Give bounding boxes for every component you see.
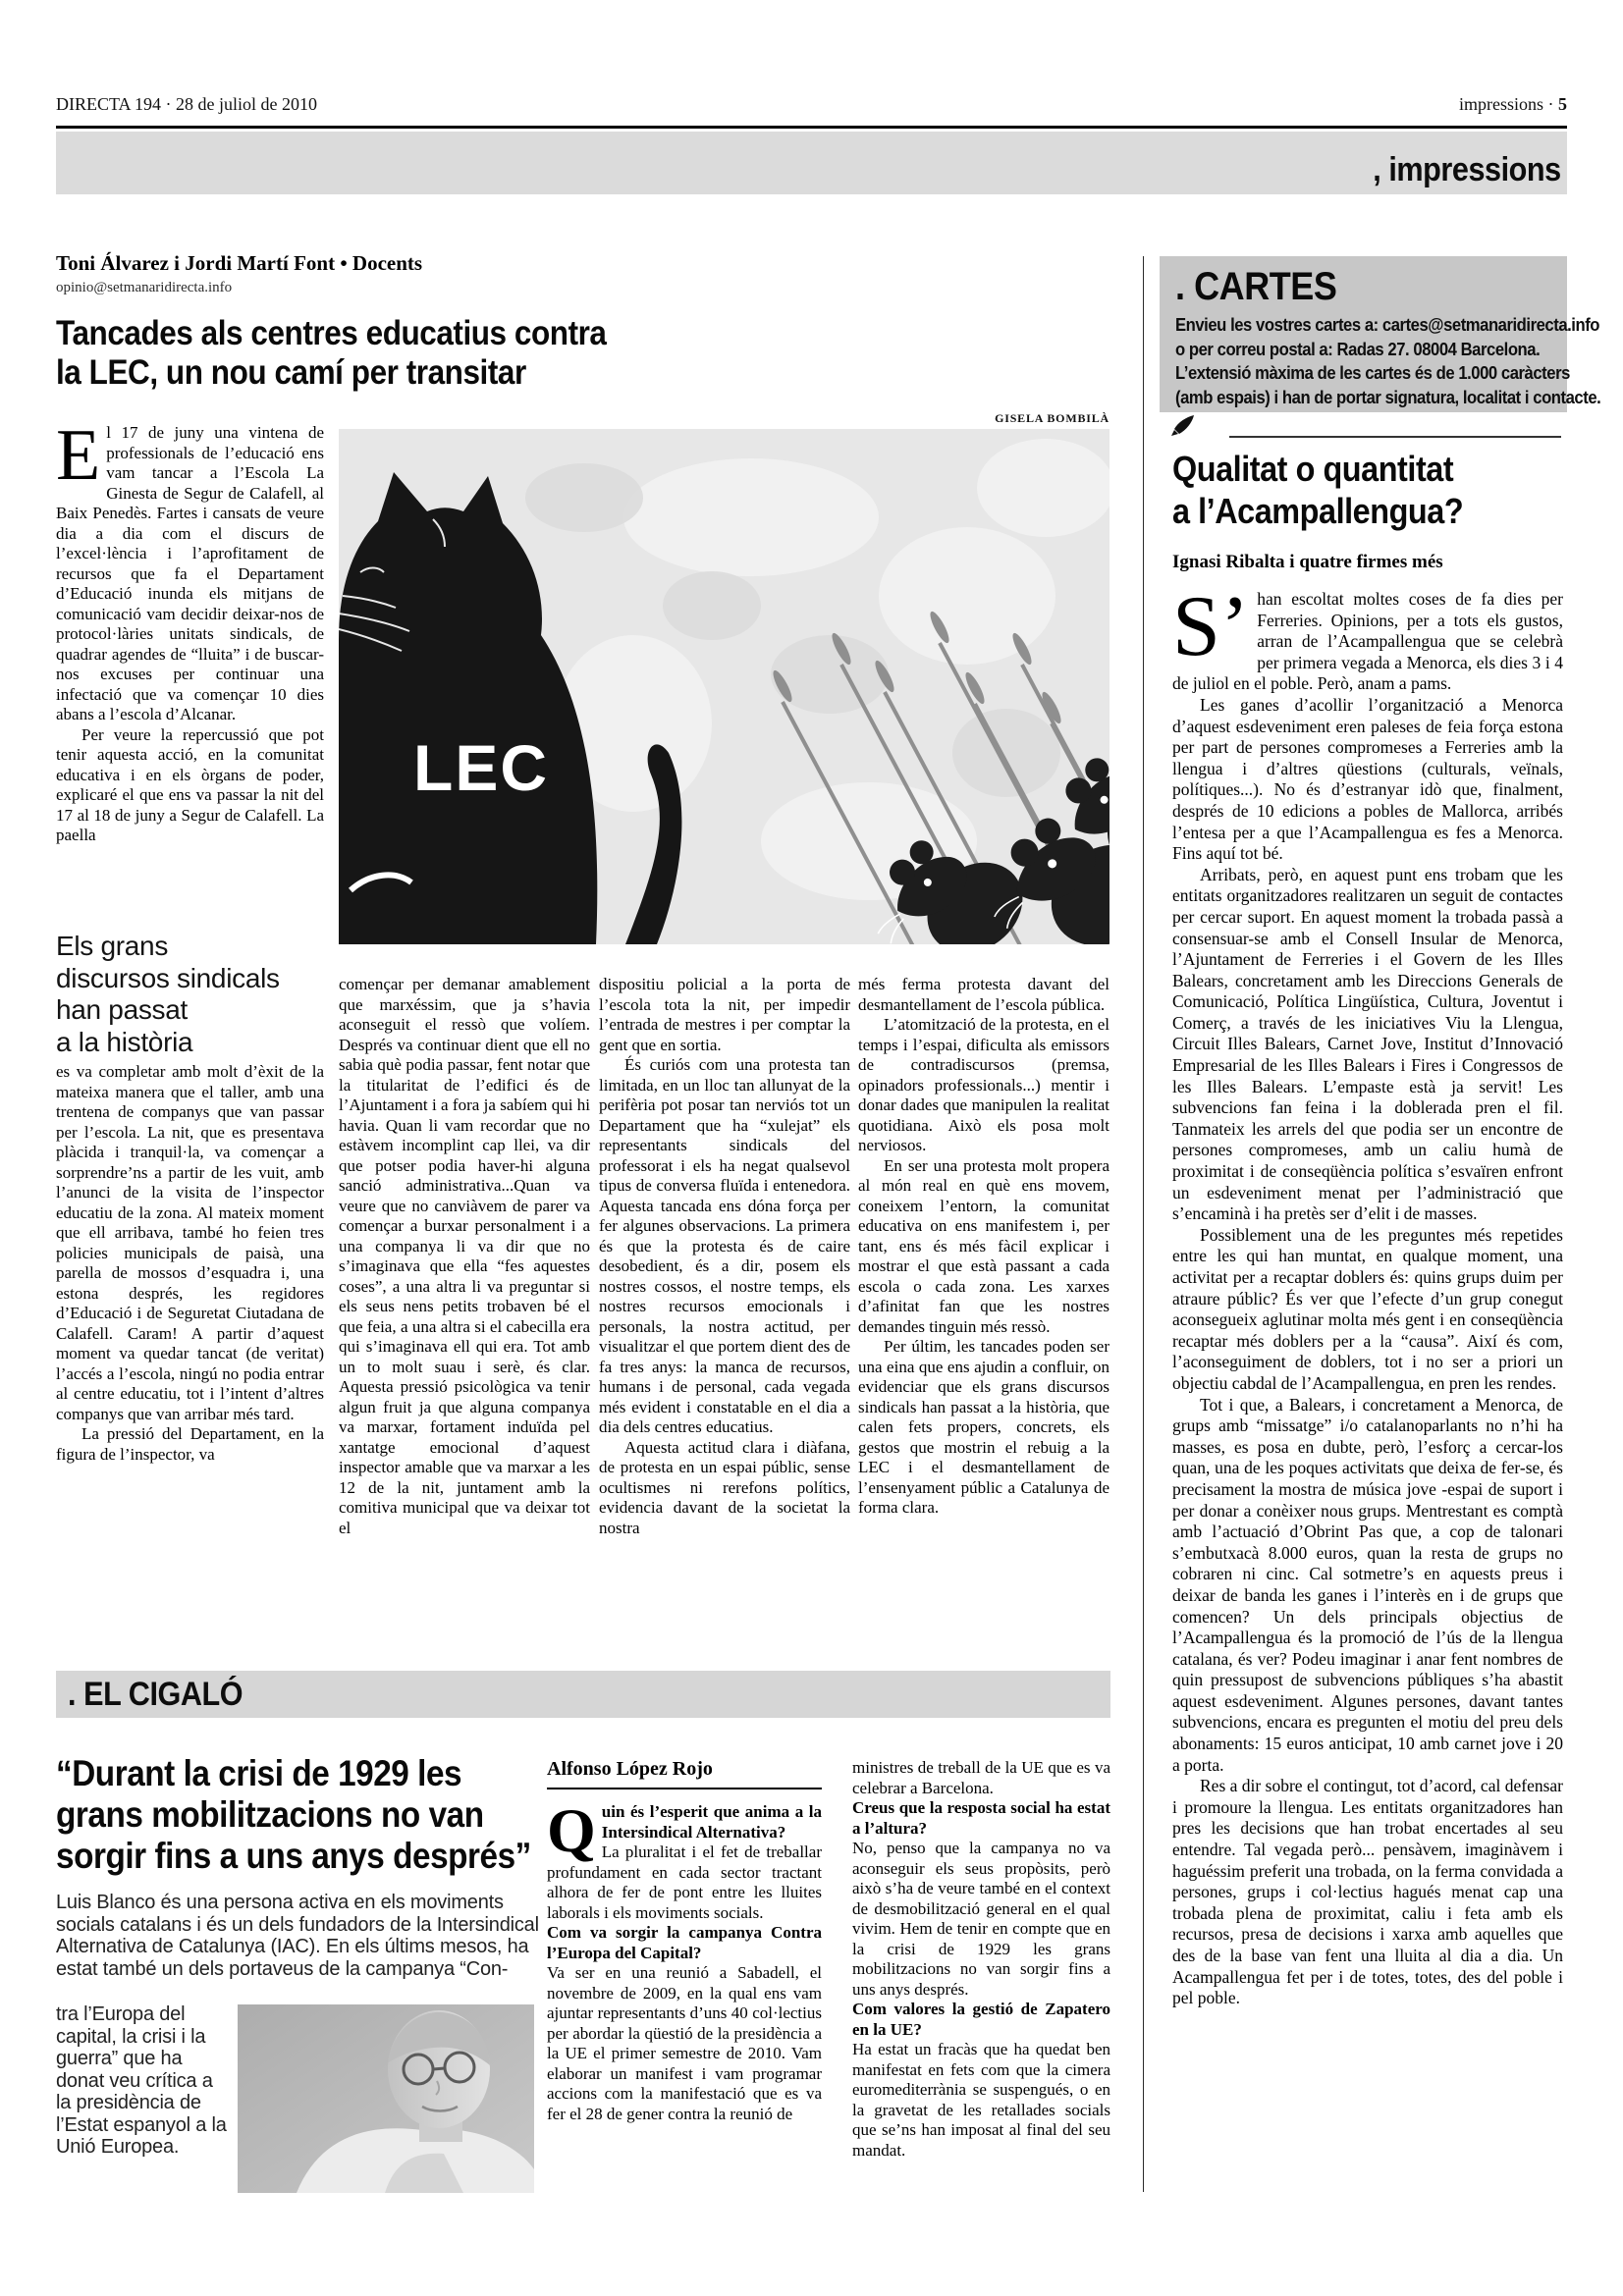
interview-quote-headline: [56, 1753, 584, 1877]
interview-a4: Ha estat un fracàs que ha quedat ben manifestat en fets com que la cimera euromediterrània se suspengués, o en la gravetat de les retallades socials que se’ns han imposat al final del seu mandat.: [852, 2040, 1110, 2160]
section-banner-label: , impressions: [1373, 151, 1561, 188]
quote-line3: sorgir fins a uns anys després”: [56, 1836, 531, 1876]
letter-p4: Possiblement una de les preguntes més repetides entre les qui han muntat, en qualque moment, una activitat per a recaptar doblers és: quins grups duim per atraure públic? És ver que l’efecte d’un grup conegut aconsegueix aglutinar molta més gent i en conseqüència recaptar més doblers per a la “causa”. Així és com, l’aconseguiment de doblers, tot i no ser a priori un objectiu cabdal de l’Acampallengua, en pren les rendes.: [1172, 1224, 1563, 1393]
page-number: 5: [1558, 94, 1567, 114]
pullquote-line3: han passat: [56, 994, 188, 1025]
letter-p5: Tot i que, a Balears, i concretament a Menorca, de grups amb “missatge” i/o catalanoparlants no n’hi ha masses, es posa en dubte, però, l’esforç a cercar-los quan, una de les poques activitats que deixa de fer-se, és precisament la mostra de música jove -espai de suport i per donar a conèixer nous grups. Mentrestant es comptà amb l’actuació d’Obrint Pas que, a cop de talonari s’embutxacà 8.000 euros, quan la resta de grups no cobraren ni cinc. Cal sotmetre’s en aquests preus i deixar de banda les ganes i l’interès en i de grups que comencen? Un dels principals objectius de l’Acampallengua és la promoció de l’ús de la llengua catalana, és ver? Podeu imaginar i anar fent nombres de quin pressupost de subvencions públiques s’ha abastit aquest esdeveniment. Algunes persones, davant tantes subvencions, encara es pregunten el motiu del preu dels abonaments: 15 euros anticipat, 10 amb carnet jove i 20 a porta.: [1172, 1394, 1563, 1775]
quote-line1: “Durant la crisi de 1929 les: [56, 1753, 462, 1793]
lead-dropcap: E: [56, 415, 101, 496]
illustration-credit: GISELA BOMBILÀ: [995, 411, 1109, 425]
cartes-line1: Envieu les vostres cartes a: cartes@setmanaridirecta.info: [1175, 314, 1600, 335]
interview-col-b: [852, 1758, 1110, 2161]
lead-email: opinio@setmanaridirecta.info: [56, 280, 233, 295]
interview-intro-2: tra l’Europa del capital, la crisi i la guerra” que ha donat veu crítica a la presidència de l’Estat espanyol a la Unió Europea.: [56, 2003, 227, 2158]
header-rule: [56, 126, 1567, 129]
lead-col4-p4: Per últim, les tancades poden ser una eina que ens ajudin a confluir, on evidenciar que els grans discursos sindicals han passat a la història, que calen fets propers, concrets, els gestos que mostrin el rebuig a la LEC i el desmantellament de l’ensenyament públic a Catalunya de forma clara.: [858, 1337, 1109, 1517]
lead-col2: [339, 975, 590, 1538]
letter-p1: han escoltat moltes coses de fa dies per Ferreries. Opinions, per a tots els gustos, arran de l’Acampallengua que se celebrà per primera vegada a Menorca, els dies 3 i 4 de juliol en el poble. Però, anam a pams.: [1172, 589, 1563, 694]
letter-body: [1172, 579, 1563, 2009]
letter-byline: Ignasi Ribalta i quatre firmes més: [1172, 552, 1443, 572]
letter-p3: Arribats, però, en aquest punt ens trobam que les entitats organitzadores realitzaren un seguit de contactes per cercar suport. En aquest moment la trobada passà a consensuar-se amb el Consell Insular de Menorca, l’Ajuntament de Ferreries i el Govern de les Illes Balears, concretament amb les Direccions Generals de Comunicació, Política Lingüística, Cultura, Joventut i Comerç, a través de les iniciatives Viu la Llengua, Circuit Illes Balears, Carnet Jove, Institut d’Innovació Empresarial de les Illes Balears i Fires i Congressos de les Illes Balears. L’empaste està ja servit! Les subvencions fan feina i la doblerada pren el fil. Tanmateix les arrels del que podia ser un encontre de persones compromeses, amb un caliu humà de proximitat i de conseqüència política s’esvaïren enfront un esdeveniment menat per l’administració que s’encaminà i ha pretès ser d’elit i de masses.: [1172, 864, 1563, 1224]
lead-col3: [599, 975, 850, 1538]
cigalo-band-label: . EL CIGALÓ: [68, 1676, 243, 1713]
portrait-svg: [238, 2004, 534, 2193]
interview-q3: Creus que la resposta social ha estat a l’altura?: [852, 1798, 1110, 1838]
lec-label: LEC: [413, 731, 549, 804]
lead-col4: [858, 975, 1109, 1519]
luis-blanco-photo: [238, 2004, 534, 2193]
letter-dropcap: S’: [1172, 579, 1250, 674]
lead-col4-p1: més ferma protesta davant del desmantellament de l’escola pública.: [858, 975, 1109, 1014]
interview-q2: Com va sorgir la campanya Contra l’Europa del Capital?: [547, 1923, 822, 1962]
interview-a1: La pluralitat i el fet de treballar profundament en cada sector tractant alhora de fer de pont entre les lluites laborals i els moviments socials.: [547, 1842, 822, 1922]
interview-intro-1: Luis Blanco és una persona activa en els moviments socials catalans i és un dels fundadors de la Intersindical Alternativa de Catalunya (IAC). En els últims mesos, ha estat també un dels portaveus de la campanya “Con-: [56, 1892, 539, 1980]
letter-title: [1172, 448, 1495, 532]
cartes-line2: o per correu postal a: Radas 27. 08004 Barcelona.: [1175, 338, 1541, 359]
interview-a3: No, penso que la campanya no va aconseguir els seus propòsits, però això s’ha de veure també en el context de desmobilització general en el qual vivim. Hem de tenir en compte que en la crisi de 1929 les grans mobilitzacions no van sorgir fins a uns anys després.: [852, 1839, 1110, 1999]
lead-headline-line1: Tancades als centres educatius contra: [56, 314, 607, 352]
lead-col3-p3: Aquesta actitud clara i diàfana, de protesta en un espai públic, sense ocultismes ni rerefons polítics, evidencia davant de la societat la nostra: [599, 1437, 850, 1537]
lead-headline: [56, 314, 668, 393]
lead-col1: [56, 415, 324, 846]
lead-col2-p1: començar per demanar amablement que marxéssim, que ja s’havia aconseguit el ressò que volíem. Després va continuar dient que ell no sabia què podia passar, fent notar que la titularitat de l’edifici és de l’Ajuntament i a fora ja sabíem qui hi havia. Quan li vam recordar que no estàvem incomplint cap llei, va dir que potser podia haver-hi alguna sanció administrativa...Quan va veure que no canviàvem de parer va començar a burxar personalment i a una companya li va dir que no s’imaginava que ella “fes aquestes coses”, a una altra li va preguntar si els seus nens petits trobaven bé el que feia, a una altra si el cabecilla era qui s’imaginava ell qui era. Tot amb un to molt suau i serè, és clar. Aquesta pressió psicològica va tenir algun fruit ja que alguna companya va marxar, fortament induïda pel xantatge emocional d’aquest inspector amable que va marxar a les 12 de la nit, juntament amb la comitiva municipal que va deixar tot el: [339, 975, 590, 1537]
lead-col1-p2: Per veure la repercussió que pot tenir aquesta acció, en la comunitat educativa i en els òrgans de poder, explicaré el que ens va passar la nit del 17 al 18 de juny a Segur de Calafell. La paella: [56, 724, 324, 844]
cigalo-band: [56, 1671, 1110, 1718]
pullquote-line2: discursos sindicals: [56, 962, 280, 993]
letter-p2: Les ganes d’acollir l’organització a Menorca d’aquest esdeveniment eren paleses de feia força estona per part de persones compromeses a Ferreries amb la llengua i d’altres qüestions (culturals, veïnals, polítiques...). No és d’estranyar idò que, finalment, després de 10 edicions a pobles de Mallorca, arribés l’entesa per a que l’Acampallengua es fes a Menorca. Fins aquí tot bé.: [1172, 694, 1563, 864]
cartes-line4: (amb espais) i han de portar signatura, localitat i contacte.: [1175, 386, 1601, 407]
lec-cat-illustration-svg: [339, 429, 1109, 944]
folio: [1174, 93, 1567, 115]
interview-dropcap: Q: [547, 1795, 596, 1865]
pen-icon: [1170, 412, 1196, 438]
letter-title-line2: a l’Acampallengua?: [1172, 491, 1464, 531]
cartes-box: [1160, 256, 1601, 412]
pullquote-line1: Els grans: [56, 931, 169, 961]
cartes-line3: L’extensió màxima de les cartes és de 1.000 caràcters: [1175, 362, 1570, 383]
lead-col1b-p1: es va completar amb molt d’èxit de la mateixa manera que el taller, amb una trentena de companys que van passar per l’escola. La nit, que es presentava plàcida i tranquil·la, va començar a sorprendre’ns a partir de les vuit, amb l’anunci de la visita de l’inspector educatiu de la zona. Al mateix moment que ell arribava, també ho feien tres policies municipals de paisà, una parella de mossos d’esquadra i, una estona després, les regidores d’Educació i de Seguretat Ciutadana de Calafell. Caram! A partir d’aquest moment va quedar tancat (de veritat) l’accés a l’escola, ningú no podia entrar al centre educatiu, tot i l’intent d’altres companys que van arribar més tard.: [56, 1062, 324, 1423]
pullquote: [56, 931, 351, 1058]
sidebar-divider: [1143, 256, 1144, 2192]
interviewer-byline: Alfonso López Rojo: [547, 1758, 822, 1789]
edition-date: DIRECTA 194 · 28 de juliol de 2010: [56, 94, 318, 114]
quote-line2: grans mobilitzacions no van: [56, 1794, 484, 1835]
lec-cat-illustration: [339, 429, 1109, 944]
lead-col1-p1: l 17 de juny una vintena de professionals de l’educació ens vam tancar a l’Escola La Ginesta de Segur de Calafell, al Baix Penedès. Fartes i cansats de veure dia a dia com el discurs de l’excel·lència i l’aprofitament de recursos que fa el Departament d’Educació inunda els mitjans de comunicació vam decidir deixar-nos de protocol·làries unitats sindicals, de quadrar agendes de “lluita” i de buscar-nos excuses per continuar una infectació que va començar 10 dies abans a l’escola d’Alcanar.: [56, 423, 324, 723]
lead-col4-p2: L’atomització de la protesta, en el temps i l’espai, dificulta als emissors de contradiscursos (premsa, opinadors professionals...) mentir i donar dades que manipulen la realitat quotidiana. Això els posa molt nerviosos.: [858, 1015, 1109, 1154]
letter-title-line1: Qualitat o quantitat: [1172, 449, 1454, 489]
lead-col4-p3: En ser una protesta molt propera al món real en què ens movem, coneixem l’entorn, la comunitat educativa on ens manifestem i, per tant, ens és més fàcil explicar i mostrar el que està passant a cada escola o cada zona. Les xarxes d’afinitat fan que les nostres demandes tinguin més ressò.: [858, 1155, 1109, 1336]
interview-q4: Com valores la gestió de Zapatero en la UE?: [852, 2000, 1110, 2039]
cartes-title: . CARTES: [1175, 265, 1337, 308]
lead-authors: Toni Álvarez i Jordi Martí Font • Docents: [56, 251, 423, 275]
interview-a2: Va ser en una reunió a Sabadell, el novembre de 2009, en la qual ens vam ajuntar representants d’uns 40 col·lectius per abordar la qüestió de la presidència a la UE el primer semestre de 2010. Vam elaborar un manifest i vam programar accions com la manifestació que es va fer el 28 de gener contra la reunió de: [547, 1963, 822, 2123]
section-banner: [56, 132, 1567, 194]
pullquote-line4: a la història: [56, 1026, 193, 1057]
lead-col1b-p2: La pressió del Departament, en la figura de l’inspector, va: [56, 1424, 324, 1464]
lead-col3-p1: dispositiu policial a la porta de l’escola tota la nit, per impedir l’entrada de mestres i per comptar la gent que en sortia.: [599, 975, 850, 1054]
letter-p6: Res a dir sobre el contingut, tot d’acord, cal defensar i promoure la llengua. Les entitats organitzadores han pres les decisions que han trobat encertades al seu entendre. Tal vegada però... pensàvem, imaginàvem i haguéssim preferit una trobada, on la ferma convidada a persones, grups i col·lectius hagués menat cap una trobada plena de proximitat, caliu i feta amb els recursos, presa de decisions i xarxa amb aquelles que des de la base van fent una lluita al dia a dia. Un Acampallengua fet per i de totes, totes, des del poble i pel poble.: [1172, 1776, 1563, 2008]
sidebar-rule: [1229, 436, 1561, 438]
section-label: impressions ·: [1459, 94, 1558, 114]
lead-headline-line2: la LEC, un nou camí per transitar: [56, 353, 526, 392]
lead-col3-p2: És curiós com una protesta tan limitada, en un lloc tan allunyat de la perifèria pot posar tan nerviós tot un Departament que ha “xulejat” els representants sindicals del professorat i els ha negat qualsevol tipus de conversa fluïda i entenedora. Aquesta tancada ens dóna força per fer algunes observacions. La primera és que la protesta és de caire desobedient, és a dir, posem els nostres cossos, el nostre temps, els nostres recursos emocionals i personals, la nostra actitud, per visualitzar el que portem dient des de fa tres anys: la manca de recursos, humans i de personal, cada vegada més evident i constatable en el dia a dia dels centres educatius.: [599, 1055, 850, 1436]
interview-col-a: [547, 1758, 822, 2124]
lead-col1b: [56, 1062, 324, 1465]
interview-a2-cont: ministres de treball de la UE que es va celebrar a Barcelona.: [852, 1758, 1110, 1797]
interview-q1: uin és l’esperit que anima a la Intersindical Alternativa?: [601, 1802, 822, 1842]
